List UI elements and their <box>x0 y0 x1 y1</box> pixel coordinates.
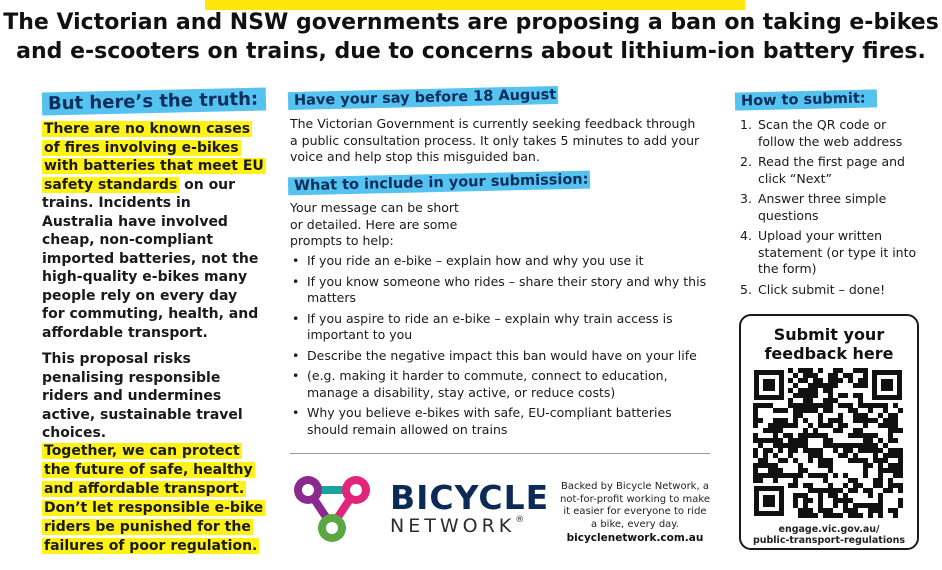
headline-line-2: and e-scooters on trains, due to concerns about lithium-ion battery fires. <box>16 39 926 64</box>
qr-title-line-2: feedback here <box>764 344 894 363</box>
truth-highlight: There are no known cases of fires involving e-bikes with batteries that meet EU safety standards <box>44 121 264 193</box>
intro-paragraph: The Victorian Government is currently seeking feedback through a public consultation process. It only takes 5 minutes to add your voice and help stop this misguided ban. <box>290 116 700 164</box>
how-to-submit-ribbon: How to submit: <box>735 89 877 110</box>
prompt-list <box>290 253 710 442</box>
list-item: • Why you believe e-bikes with safe, EU-compliant batteries should remain allowed on trains <box>290 405 710 438</box>
intro-text <box>290 116 700 166</box>
step-number: 2. <box>740 154 752 169</box>
prompt-line-1: Your message can be short <box>290 200 459 215</box>
logo-wordmark-bicycle: BICYCLE <box>390 478 550 517</box>
deadline-ribbon: Have your say before 18 August <box>288 86 558 110</box>
step-text: Answer three simple questions <box>758 191 887 223</box>
bicycle-network-logo-icon <box>290 470 374 546</box>
step-number: 5. <box>740 281 752 297</box>
logo-wordmark-network <box>390 515 524 537</box>
truth-ribbon: But here’s the truth: <box>42 87 266 115</box>
step-number: 1. <box>740 117 752 132</box>
list-item <box>738 154 918 187</box>
list-item <box>738 228 918 278</box>
url-line-2: public-transport-regulations <box>752 535 906 546</box>
step-text: Upload your written statement (or type it into the form) <box>758 228 917 276</box>
submit-steps <box>738 117 918 302</box>
list-item <box>738 117 918 150</box>
registered-mark: ® <box>515 515 525 525</box>
url-line-1: engage.vic.gov.au/ <box>778 524 880 535</box>
prompt-line-3: prompts to help: <box>290 233 394 248</box>
truth-rest: on our trains. Incidents in Australia have involved cheap, non-compliant imported batteries, not the high-quality e-bikes many people rely on every day for commuting, health, and affordable transport. <box>42 176 259 341</box>
list-item <box>738 282 918 299</box>
truth-paragraph <box>42 120 264 342</box>
step-text: Read the first page and click “Next” <box>758 154 905 186</box>
prompt-intro <box>290 200 510 250</box>
list-item <box>738 191 918 224</box>
backed-by-text: Backed by Bicycle Network, a not-for-profit working to make it easier for everyone to ride a bike, every day. <box>560 481 710 530</box>
list-item: • If you know someone who rides – share their story and why this matters <box>290 274 710 307</box>
step-number: 4. <box>740 228 752 243</box>
qr-code-icon[interactable] <box>752 368 904 518</box>
headline-line-1: The Victorian and NSW governments are proposing a ban on taking e-bikes <box>3 10 939 35</box>
logo-network-text: NETWORK <box>390 515 516 537</box>
step-text: Click submit – done! <box>758 281 886 297</box>
divider <box>290 453 710 454</box>
consultation-url[interactable] <box>739 524 919 546</box>
call-to-action-text: Together, we can protect the future of safe, healthy and affordable transport. Don’t let responsible e-bike riders be punished for the failures of poor regulation. <box>44 443 264 554</box>
risk-paragraph: This proposal risks penalising responsible riders and undermines active, sustainable travel choices. <box>42 351 243 441</box>
list-item: • If you aspire to ride an e-bike – explain why train access is important to you <box>290 311 710 344</box>
submission-ribbon: What to include in your submission: <box>288 171 590 196</box>
list-item: • (e.g. making it harder to commute, connect to education, manage a disability, stay active, or reduce costs) <box>290 368 710 401</box>
headline <box>0 8 942 66</box>
call-to-action <box>42 442 264 556</box>
step-text: Scan the QR code or follow the web address <box>758 117 903 149</box>
left-column <box>42 120 264 451</box>
qr-card-title <box>739 325 919 363</box>
qr-title-line-1: Submit your <box>773 325 885 344</box>
list-item: • If you ride an e-bike – explain how and why you use it <box>290 253 710 270</box>
step-number: 3. <box>740 191 752 206</box>
bicycle-network-link[interactable]: bicyclenetwork.com.au <box>566 532 704 544</box>
list-item: • Describe the negative impact this ban would have on your life <box>290 348 710 365</box>
prompt-line-2: or detailed. Here are some <box>290 216 458 232</box>
